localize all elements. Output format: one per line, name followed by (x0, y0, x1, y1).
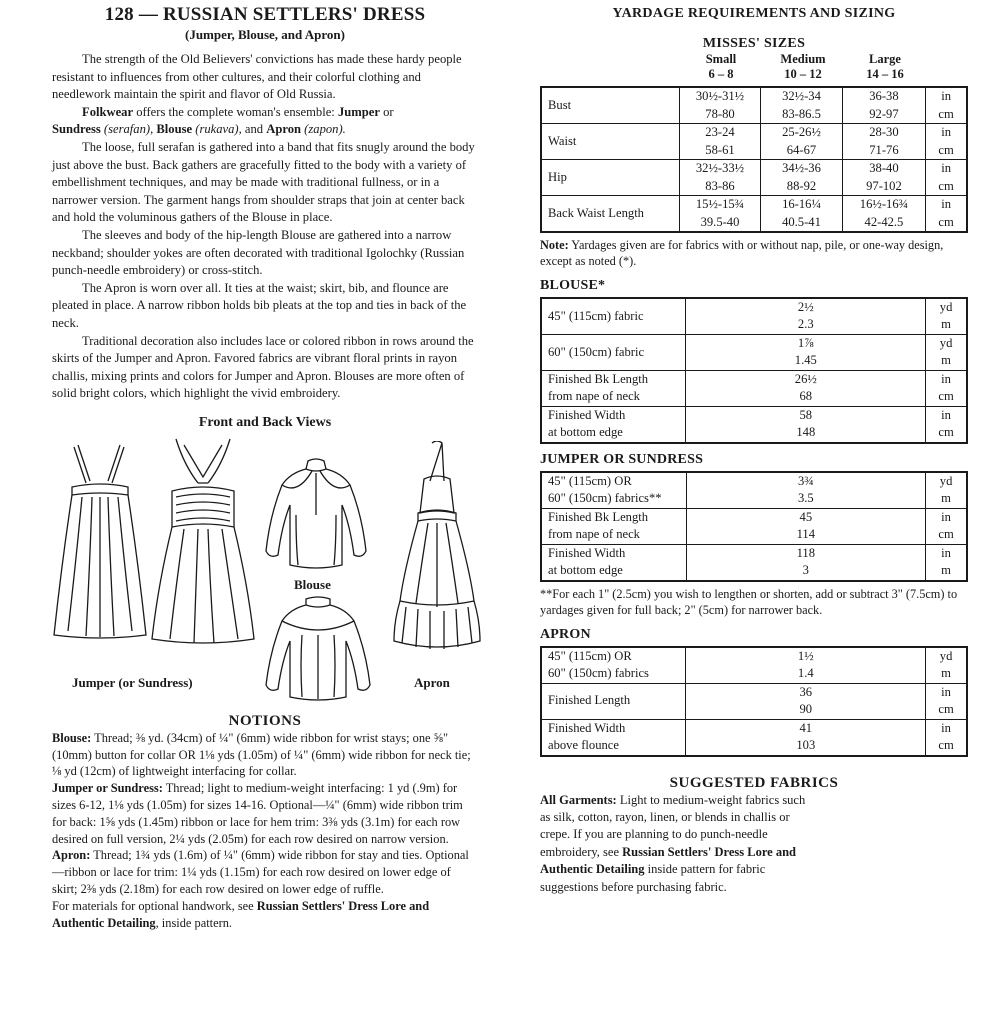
unit-label: in (941, 89, 951, 103)
apron-section-title: APRON (540, 626, 591, 642)
measurement-label: Back Waist Length (541, 196, 679, 233)
page-subtitle: (Jumper, Blouse, and Apron) (184, 27, 345, 42)
yardage-row (541, 370, 967, 406)
yardage-title: YARDAGE REQUIREMENTS AND SIZING (612, 6, 896, 21)
apron-label: Apron (414, 674, 450, 690)
measurement-value: 16-16¼ (782, 197, 821, 211)
intro-paragraph-6: Traditional decoration also includes lace or colored ribbon in rows around the skirts of the Jumper and Apron. Favored fabrics are vibrant floral prints in rayon challis, mixing prints and colors for Jumper and Apron. Blouses are more often of solid bright colors, which highlight the vivid embroidery. (52, 333, 474, 401)
jumper-note: **For each 1" (2.5cm) you wish to lengthen or shorten, add or subtract 3" (7.5cm) to yardages given for full back; 2" (5cm) for narrower back. (540, 586, 958, 618)
note-label: Note: (540, 238, 569, 252)
unit-label: in (941, 545, 951, 560)
notions-materials-tail: , inside pattern. (155, 915, 232, 930)
measurement-row (541, 124, 967, 160)
measurement-value: 16½-16¾ (859, 197, 909, 211)
jumper-label: Jumper (or Sundress) (72, 674, 193, 690)
brand-name: Folkwear (82, 104, 134, 119)
yardage-label: Finished Length (548, 693, 631, 708)
notions-apron (52, 847, 478, 897)
unit-label: cm (938, 214, 954, 229)
yardage-row (541, 334, 967, 370)
size-small-header (686, 52, 756, 82)
measurement-row (541, 196, 967, 233)
notions-blouse-text: Thread; ⅜ yd. (34cm) of ¼" (6mm) wide ribbon for wrist stays; one ⅝" (10mm) button for collar OR 1⅛ yds (1.05m) of ¼" (6mm) wide ribbon for neck tie; ⅛ yd (12cm) of lightweight interfacing for collar. (52, 730, 471, 779)
yardage-value: 2½ (797, 299, 814, 314)
yardage-label: Finished Width (548, 407, 626, 422)
measurement-value: 38-40 (869, 161, 899, 175)
yardage-value: 2.3 (797, 317, 814, 332)
intro-paragraph-3: The loose, full serafan is gathered into a band that fits snugly around the body just above the bust. Back gathers are gracefully fitted to the body with a variety of embellishment techniques, and may be made with traditional fullness, or in a narrower version. The garment hangs from shoulder straps that join at center back and hold the voluminous gathers of the Blouse in place. (52, 139, 475, 225)
unit-label: in (941, 509, 951, 524)
measurement-label: Bust (541, 87, 679, 124)
intro-paragraph-1: The strength of the Old Believers' convictions has made these hardy people resistant to influences from other cultures, and their colorful clothing and needlework maintain the spirit and flavor of Old Russia. (52, 52, 462, 102)
garment-illustrations (52, 435, 478, 703)
measurement-value: 71-76 (869, 142, 899, 157)
jumper-term: Jumper (337, 104, 380, 119)
size-medium-header (768, 52, 838, 82)
notions-jumper-text: Thread; light to medium-weight interfacing: 1 yd (.9m) for sizes 6-12, 1⅛ yds (1.05m) for sizes 14-16. Optional—¼" (6mm) wide ribbon trim for back: 1⅝ yds (1.45m) ribbon or lace for hem trim: 3⅜ yds (3.1m) for each row desired on full version, 2¼ yds (2.05m) for each row desired on narrow version. (52, 781, 463, 846)
notions-jumper (52, 780, 478, 847)
unit-label: yd (939, 473, 953, 488)
note-text: Yardages given are for fabrics with or without nap, pile, or one-way design, except as noted (*). (540, 238, 944, 269)
fabrics-text: Light to medium-weight fabrics such as silk, cotton, rayon, linen, or blends in challis or crepe. If you are planning to do punch-needle embroidery, see (540, 792, 806, 859)
yardage-row (541, 683, 967, 719)
size-range: 10 – 12 (784, 67, 822, 81)
measurement-value: 34½-36 (782, 161, 821, 175)
intro-paragraph-2 (52, 104, 478, 139)
yardage-row (541, 298, 967, 335)
yardage-row (541, 647, 967, 684)
size-headers (540, 52, 968, 86)
measurements-table (540, 86, 968, 233)
notions-apron-text: Thread; 1¾ yds (1.6m) of ¼" (6mm) wide ribbon for stay and ties. Optional—ribbon or lace for trim: 1¼ yds (1.15m) for each row desired on lower edge of skirt; 2⅜ yds (2.18m) for each row desired on lower edge of ruffle. (52, 848, 469, 897)
yardage-value: 1.4 (797, 666, 814, 681)
yardage-row (541, 544, 967, 581)
notions-jumper-label: Jumper or Sundress: (52, 781, 163, 796)
yardage-value: 103 (796, 738, 816, 753)
yardage-value: 148 (796, 425, 816, 440)
unit-label: in (941, 407, 951, 422)
notions-blouse (52, 730, 478, 780)
apron-term: Apron (266, 122, 302, 137)
intro-text-span: offers the complete woman's ensemble: (133, 104, 338, 119)
notions-materials-text: For materials for optional handwork, see (52, 898, 257, 913)
unit-label: in (941, 161, 951, 175)
suggested-fabrics-title: SUGGESTED FABRICS (669, 774, 839, 791)
apron-yardage-table (540, 646, 968, 757)
yardage-value: 41 (799, 720, 813, 735)
measurement-row (541, 87, 967, 124)
measurement-value: 78-80 (705, 106, 735, 121)
size-name: Small (705, 52, 737, 66)
suggested-fabrics-text (540, 792, 810, 896)
unit-label: in (941, 684, 951, 699)
measurement-value: 97-102 (866, 178, 902, 193)
views-title: Front and Back Views (198, 414, 332, 430)
measurement-value: 83-86.5 (782, 106, 821, 121)
size-large-header (850, 52, 920, 82)
measurement-value: 88-92 (786, 178, 817, 193)
intro-paragraph-4: The sleeves and body of the hip-length Blouse are gathered into a narrow neckband; shoulder yokes are often decorated with traditional Igolochky (Russian punch-needle embroidery) or cross-stitch. (52, 227, 465, 278)
size-name: Large (869, 52, 901, 66)
yardage-value: 36 (799, 684, 813, 699)
yardage-label: Finished Width (548, 545, 626, 560)
unit-label: cm (938, 106, 954, 121)
measurement-value: 15½-15¾ (695, 197, 745, 211)
left-column (52, 4, 478, 931)
unit-label: cm (938, 142, 954, 157)
measurement-value: 64-67 (786, 142, 817, 157)
yardage-label: 60" (150cm) fabrics** (548, 491, 662, 506)
unit-label: cm (938, 389, 954, 404)
measurement-value: 32½-33½ (695, 161, 745, 175)
size-name: Medium (780, 52, 826, 66)
zapon-term: (zapon). (301, 122, 346, 137)
page-title: 128 — RUSSIAN SETTLERS' DRESS (104, 4, 426, 25)
fabrics-ref: Russian Settlers' Dress Lore and Authentic Detailing (540, 844, 797, 877)
notions-materials-ref: Russian Settlers' Dress Lore and Authentic Detailing (52, 898, 430, 930)
yardage-value: 1⅞ (797, 335, 814, 350)
unit-label: yd (939, 648, 953, 663)
measurement-value: 36-38 (869, 89, 899, 103)
yardage-label: 60" (150cm) fabrics (548, 666, 649, 681)
measurement-value: 28-30 (869, 125, 899, 139)
yardage-label: 45" (115cm) OR (548, 473, 632, 488)
jumper-back-illustration (148, 435, 258, 645)
intro-paragraph-5: The Apron is worn over all. It ties at the waist; skirt, bib, and flounce are pleated in place. A narrow ribbon holds bib pleats at the top and ties in back of the neck. (52, 280, 467, 330)
measurement-label: Waist (541, 124, 679, 160)
yardage-label: Finished Width (548, 720, 626, 735)
yardage-label: 60" (150cm) fabric (548, 344, 645, 359)
intro-text (52, 51, 478, 403)
fabrics-label: All Garments: (540, 792, 617, 807)
measurement-value: 32½-34 (782, 89, 821, 103)
unit-label: in (941, 197, 951, 211)
yardage-label: from nape of neck (548, 389, 640, 404)
yardage-row (541, 472, 967, 509)
blouse-term: Blouse (156, 122, 193, 137)
serafan-term: (serafan), (100, 122, 157, 137)
yardage-value: 45 (799, 509, 813, 524)
unit-label: in (941, 371, 951, 386)
measurement-row (541, 160, 967, 196)
apron-illustration (392, 441, 482, 651)
measurement-value: 83-86 (705, 178, 735, 193)
yardage-label: from nape of neck (548, 527, 640, 542)
unit-label: yd (939, 335, 953, 350)
measurement-value: 42-42.5 (864, 214, 904, 229)
right-column (540, 4, 968, 896)
rukava-term: (rukava), (192, 122, 245, 137)
blouse-section-title: BLOUSE* (540, 277, 606, 293)
yardage-label: Finished Bk Length (548, 371, 649, 386)
yardage-value: 3 (802, 563, 809, 578)
yardage-value: 3¾ (797, 473, 814, 488)
yardage-value: 1.45 (794, 353, 817, 368)
yardage-note (540, 237, 968, 270)
yardage-row (541, 719, 967, 756)
misses-sizes-title: MISSES' SIZES (702, 36, 806, 51)
jumper-front-illustration (52, 441, 148, 641)
blouse-back-illustration (262, 595, 374, 703)
yardage-label: 45" (115cm) OR (548, 648, 632, 663)
yardage-value: 118 (796, 545, 816, 560)
unit-label: m (941, 491, 951, 506)
unit-label: in (941, 720, 951, 735)
notions-title: NOTIONS (228, 712, 302, 729)
fabrics-tail: inside pattern for fabric suggestions before purchasing fabric. (540, 862, 766, 894)
measurement-value: 40.5-41 (782, 214, 821, 229)
yardage-label: Finished Bk Length (548, 509, 649, 524)
notions-blouse-label: Blouse: (52, 730, 92, 745)
unit-label: m (941, 666, 951, 681)
yardage-label: 45" (115cm) fabric (548, 308, 644, 323)
size-range: 6 – 8 (708, 67, 734, 81)
measurement-value: 92-97 (869, 106, 899, 121)
unit-label: in (941, 125, 951, 139)
yardage-value: 3.5 (797, 491, 814, 506)
notions-text (52, 730, 478, 932)
measurement-value: 25-26½ (782, 125, 821, 139)
jumper-yardage-table (540, 471, 968, 582)
yardage-value: 90 (799, 702, 813, 717)
unit-label: m (941, 353, 951, 368)
blouse-label: Blouse (294, 576, 331, 592)
yardage-value: 26½ (794, 371, 817, 386)
unit-label: m (941, 563, 951, 578)
unit-label: m (941, 317, 951, 332)
yardage-row (541, 406, 967, 443)
blouse-front-illustration (260, 455, 372, 573)
yardage-value: 58 (799, 407, 813, 422)
intro-text-span: and (244, 122, 267, 137)
yardage-value: 1½ (797, 648, 814, 663)
intro-text-span: or (379, 104, 394, 119)
unit-label: cm (938, 178, 954, 193)
unit-label: cm (938, 527, 954, 542)
yardage-value: 68 (799, 389, 813, 404)
unit-label: yd (939, 299, 953, 314)
yardage-label: at bottom edge (548, 425, 623, 440)
notions-materials (52, 898, 478, 932)
size-range: 14 – 16 (866, 67, 904, 81)
notions-apron-label: Apron: (52, 848, 91, 863)
jumper-section-title: JUMPER OR SUNDRESS (540, 451, 704, 467)
unit-label: cm (938, 425, 954, 440)
measurement-label: Hip (541, 160, 679, 196)
yardage-label: at bottom edge (548, 563, 623, 578)
measurement-value: 58-61 (705, 142, 735, 157)
yardage-value: 114 (796, 527, 816, 542)
measurement-value: 30½-31½ (695, 89, 745, 103)
yardage-row (541, 508, 967, 544)
measurement-value: 23-24 (705, 125, 735, 139)
sundress-term: Sundress (52, 122, 101, 137)
blouse-yardage-table (540, 297, 968, 444)
unit-label: cm (938, 738, 954, 753)
yardage-label: above flounce (548, 738, 619, 753)
measurement-value: 39.5-40 (700, 214, 740, 229)
unit-label: cm (938, 702, 954, 717)
